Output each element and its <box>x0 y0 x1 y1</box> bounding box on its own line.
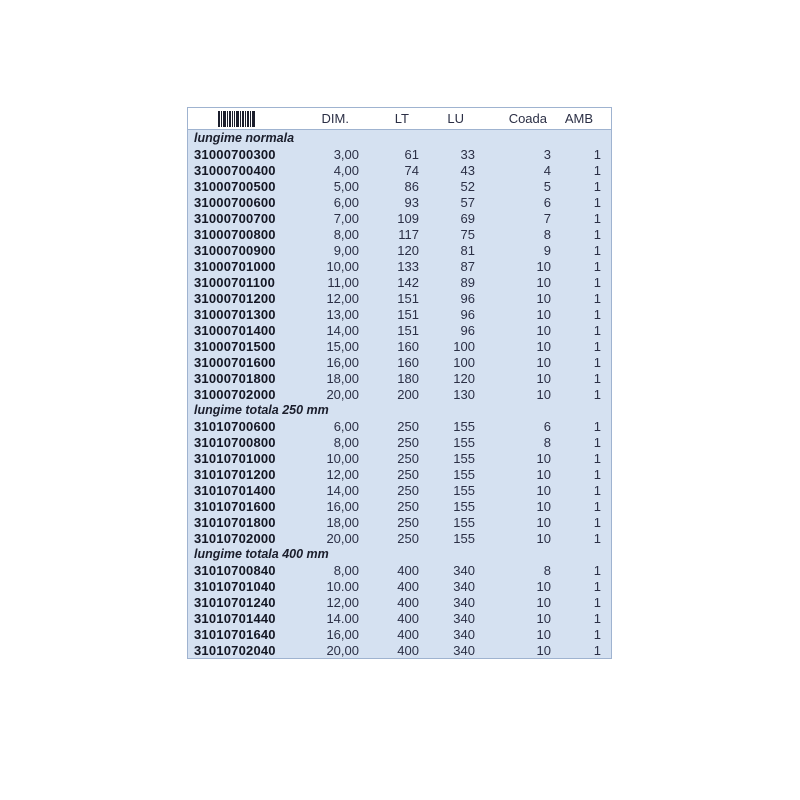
product-code: 31010700800 <box>194 434 276 450</box>
table-row <box>188 466 611 482</box>
dim-value: 9,00 <box>333 242 359 258</box>
dim-value: 4,00 <box>333 162 359 178</box>
amb-value: 1 <box>593 290 601 306</box>
dim-value: 12,00 <box>326 466 359 482</box>
dim-value: 11,00 <box>327 274 359 290</box>
section-title <box>188 130 611 146</box>
section-title-label: lungime totala 400 mm <box>194 547 329 561</box>
dim-value: 5,00 <box>333 178 359 194</box>
coada-value: 10 <box>536 466 551 482</box>
product-code: 31000701800 <box>194 370 276 386</box>
lu-value: 57 <box>460 194 475 210</box>
amb-value: 1 <box>593 258 601 274</box>
code-column-header <box>188 111 306 127</box>
lt-value: 400 <box>397 562 419 578</box>
lt-value: 133 <box>397 258 419 274</box>
table-body <box>188 130 611 658</box>
coada-value: 10 <box>536 594 551 610</box>
lt-value: 250 <box>397 482 419 498</box>
coada-value: 8 <box>543 226 551 242</box>
lu-value: 89 <box>460 274 475 290</box>
lu-value: 87 <box>460 258 475 274</box>
dim-value: 12,00 <box>326 594 359 610</box>
lu-value: 155 <box>453 418 475 434</box>
dim-value: 10,00 <box>326 258 359 274</box>
lu-value: 81 <box>460 242 475 258</box>
table-row <box>188 162 611 178</box>
product-code: 31000700300 <box>194 146 276 162</box>
lt-value: 400 <box>397 578 419 594</box>
coada-value: 6 <box>543 418 551 434</box>
product-code: 31000702000 <box>194 386 276 402</box>
dim-value: 8,00 <box>333 226 359 242</box>
amb-value: 1 <box>593 594 601 610</box>
lu-value: 155 <box>453 434 475 450</box>
product-code: 31010701040 <box>194 578 276 594</box>
dim-value: 14,00 <box>326 322 359 338</box>
amb-value: 1 <box>593 146 601 162</box>
product-code: 31010702040 <box>194 642 276 658</box>
product-code: 31010702000 <box>194 530 276 546</box>
dim-value: 7,00 <box>333 210 359 226</box>
lt-value: 250 <box>397 418 419 434</box>
lt-value: 93 <box>404 194 419 210</box>
product-code: 31000700500 <box>194 178 276 194</box>
lu-value: 155 <box>453 466 475 482</box>
lt-value: 151 <box>397 322 419 338</box>
coada-value: 10 <box>536 610 551 626</box>
amb-value: 1 <box>593 322 601 338</box>
product-code: 31010701240 <box>194 594 276 610</box>
dim-value: 10,00 <box>326 450 359 466</box>
table-row <box>188 194 611 210</box>
dim-value: 16,00 <box>326 626 359 642</box>
table-row <box>188 482 611 498</box>
lt-value: 250 <box>397 450 419 466</box>
lu-value: 340 <box>453 594 475 610</box>
lu-value: 33 <box>460 146 475 162</box>
lu-value: 96 <box>460 306 475 322</box>
lt-value: 86 <box>404 178 419 194</box>
lt-value: 61 <box>404 146 419 162</box>
barcode-icon <box>218 111 256 127</box>
amb-value: 1 <box>593 306 601 322</box>
lu-value: 52 <box>460 178 475 194</box>
product-code: 31000701600 <box>194 354 276 370</box>
dim-value: 6,00 <box>333 194 359 210</box>
amb-value: 1 <box>593 482 601 498</box>
table-row <box>188 450 611 466</box>
amb-value: 1 <box>593 530 601 546</box>
lt-value: 117 <box>398 226 419 242</box>
lu-column-header: LU <box>447 111 464 126</box>
table-row <box>188 530 611 546</box>
dim-value: 18,00 <box>326 370 359 386</box>
coada-value: 8 <box>543 562 551 578</box>
coada-value: 10 <box>536 258 551 274</box>
product-code: 31000700900 <box>194 242 276 258</box>
lt-value: 400 <box>397 626 419 642</box>
coada-value: 10 <box>536 498 551 514</box>
lt-value: 151 <box>397 306 419 322</box>
coada-value: 10 <box>536 514 551 530</box>
amb-value: 1 <box>593 338 601 354</box>
coada-value: 10 <box>536 642 551 658</box>
amb-value: 1 <box>593 562 601 578</box>
table-row <box>188 626 611 642</box>
amb-value: 1 <box>593 578 601 594</box>
lt-value: 250 <box>397 514 419 530</box>
product-code: 31010701600 <box>194 498 276 514</box>
table-row <box>188 354 611 370</box>
dim-value: 10.00 <box>326 578 359 594</box>
product-code: 31010700600 <box>194 418 276 434</box>
amb-value: 1 <box>593 226 601 242</box>
dim-value: 15,00 <box>326 338 359 354</box>
lu-value: 155 <box>453 498 475 514</box>
section-title-label: lungime totala 250 mm <box>194 403 329 417</box>
lu-value: 340 <box>453 626 475 642</box>
table-row <box>188 210 611 226</box>
dim-value: 3,00 <box>333 146 359 162</box>
product-code: 31000700400 <box>194 162 276 178</box>
product-code: 31000700600 <box>194 194 276 210</box>
lu-value: 340 <box>453 642 475 658</box>
table-row <box>188 274 611 290</box>
lu-value: 43 <box>460 162 475 178</box>
amb-value: 1 <box>593 498 601 514</box>
amb-value: 1 <box>593 162 601 178</box>
dim-value: 14,00 <box>326 482 359 498</box>
table-row <box>188 594 611 610</box>
amb-value: 1 <box>593 450 601 466</box>
lt-value: 109 <box>397 210 419 226</box>
lu-value: 120 <box>453 370 475 386</box>
lt-value: 200 <box>397 386 419 402</box>
coada-value: 10 <box>536 370 551 386</box>
table-row <box>188 578 611 594</box>
table-row <box>188 370 611 386</box>
lt-value: 151 <box>397 290 419 306</box>
dim-value: 8,00 <box>333 434 359 450</box>
amb-value: 1 <box>593 466 601 482</box>
product-code: 31000701200 <box>194 290 276 306</box>
coada-value: 6 <box>543 194 551 210</box>
table-row <box>188 322 611 338</box>
amb-value: 1 <box>593 418 601 434</box>
dim-value: 16,00 <box>326 498 359 514</box>
coada-value: 10 <box>536 626 551 642</box>
coada-value: 10 <box>536 354 551 370</box>
lu-value: 75 <box>460 226 475 242</box>
lu-value: 155 <box>453 450 475 466</box>
lu-value: 130 <box>453 386 475 402</box>
coada-value: 10 <box>536 338 551 354</box>
product-code: 31000700700 <box>194 210 276 226</box>
table-row <box>188 258 611 274</box>
table-row <box>188 178 611 194</box>
table-row <box>188 242 611 258</box>
table-row <box>188 610 611 626</box>
coada-value: 10 <box>536 322 551 338</box>
lt-value: 400 <box>397 594 419 610</box>
coada-value: 4 <box>543 162 551 178</box>
table-header <box>188 108 611 130</box>
lu-value: 69 <box>460 210 475 226</box>
lu-value: 340 <box>453 562 475 578</box>
product-code: 31000701400 <box>194 322 276 338</box>
dim-value: 18,00 <box>326 514 359 530</box>
amb-value: 1 <box>593 178 601 194</box>
dim-value: 12,00 <box>326 290 359 306</box>
table-row <box>188 226 611 242</box>
table-row <box>188 290 611 306</box>
lt-value: 160 <box>397 354 419 370</box>
product-code: 31010701000 <box>194 450 276 466</box>
amb-value: 1 <box>593 274 601 290</box>
lt-value: 400 <box>397 610 419 626</box>
coada-value: 5 <box>543 178 551 194</box>
product-code: 31000701300 <box>194 306 276 322</box>
product-table <box>187 107 612 659</box>
lu-value: 155 <box>453 514 475 530</box>
product-code: 31000701100 <box>194 274 276 290</box>
product-code: 31010700840 <box>194 562 276 578</box>
amb-value: 1 <box>593 642 601 658</box>
lu-value: 340 <box>453 578 475 594</box>
coada-value: 10 <box>536 386 551 402</box>
dim-value: 20,00 <box>326 642 359 658</box>
amb-value: 1 <box>593 210 601 226</box>
dim-value: 20,00 <box>326 386 359 402</box>
table-row <box>188 306 611 322</box>
amb-value: 1 <box>593 626 601 642</box>
coada-value: 10 <box>536 482 551 498</box>
section-title <box>188 546 611 562</box>
product-code: 31000700800 <box>194 226 276 242</box>
amb-value: 1 <box>593 610 601 626</box>
amb-value: 1 <box>593 354 601 370</box>
table-row <box>188 642 611 658</box>
lt-value: 180 <box>397 370 419 386</box>
lu-value: 340 <box>453 610 475 626</box>
dim-value: 6,00 <box>333 418 359 434</box>
coada-value: 10 <box>536 290 551 306</box>
amb-value: 1 <box>593 434 601 450</box>
coada-value: 7 <box>543 210 551 226</box>
product-code: 31010701200 <box>194 466 276 482</box>
product-code: 31010701400 <box>194 482 276 498</box>
product-code: 31000701000 <box>194 258 276 274</box>
dim-column-header: DIM. <box>321 111 349 126</box>
coada-value: 10 <box>536 530 551 546</box>
lt-value: 120 <box>397 242 419 258</box>
dim-value: 16,00 <box>326 354 359 370</box>
lt-value: 160 <box>397 338 419 354</box>
amb-value: 1 <box>593 514 601 530</box>
product-code: 31010701440 <box>194 610 276 626</box>
lt-value: 250 <box>397 530 419 546</box>
coada-value: 3 <box>543 146 551 162</box>
amb-column-header: AMB <box>564 111 593 126</box>
amb-value: 1 <box>593 370 601 386</box>
section-title-label: lungime normala <box>194 131 295 145</box>
lt-value: 142 <box>397 274 419 290</box>
lt-value: 250 <box>397 498 419 514</box>
lt-value: 400 <box>397 642 419 658</box>
coada-value: 10 <box>536 578 551 594</box>
table-row <box>188 514 611 530</box>
dim-value: 14.00 <box>326 610 359 626</box>
table-row <box>188 418 611 434</box>
coada-value: 10 <box>536 450 551 466</box>
product-code: 31000701500 <box>194 338 276 354</box>
table-row <box>188 562 611 578</box>
lt-value: 74 <box>404 162 419 178</box>
lt-value: 250 <box>397 434 419 450</box>
table-row <box>188 338 611 354</box>
dim-value: 8,00 <box>333 562 359 578</box>
table-row <box>188 434 611 450</box>
amb-value: 1 <box>593 386 601 402</box>
amb-value: 1 <box>593 242 601 258</box>
table-row <box>188 146 611 162</box>
product-code: 31010701640 <box>194 626 276 642</box>
coada-value: 10 <box>536 274 551 290</box>
table-row <box>188 386 611 402</box>
lu-value: 155 <box>453 530 475 546</box>
dim-value: 13,00 <box>326 306 359 322</box>
lu-value: 100 <box>453 338 475 354</box>
lu-value: 100 <box>453 354 475 370</box>
coada-column-header: Coada <box>508 111 547 126</box>
coada-value: 8 <box>543 434 551 450</box>
lu-value: 96 <box>460 290 475 306</box>
lt-value: 250 <box>397 466 419 482</box>
coada-value: 10 <box>536 306 551 322</box>
product-code: 31010701800 <box>194 514 276 530</box>
amb-value: 1 <box>593 194 601 210</box>
coada-value: 9 <box>543 242 551 258</box>
dim-value: 20,00 <box>326 530 359 546</box>
table-row <box>188 498 611 514</box>
lt-column-header: LT <box>394 111 409 126</box>
section-title <box>188 402 611 418</box>
lu-value: 155 <box>453 482 475 498</box>
lu-value: 96 <box>460 322 475 338</box>
